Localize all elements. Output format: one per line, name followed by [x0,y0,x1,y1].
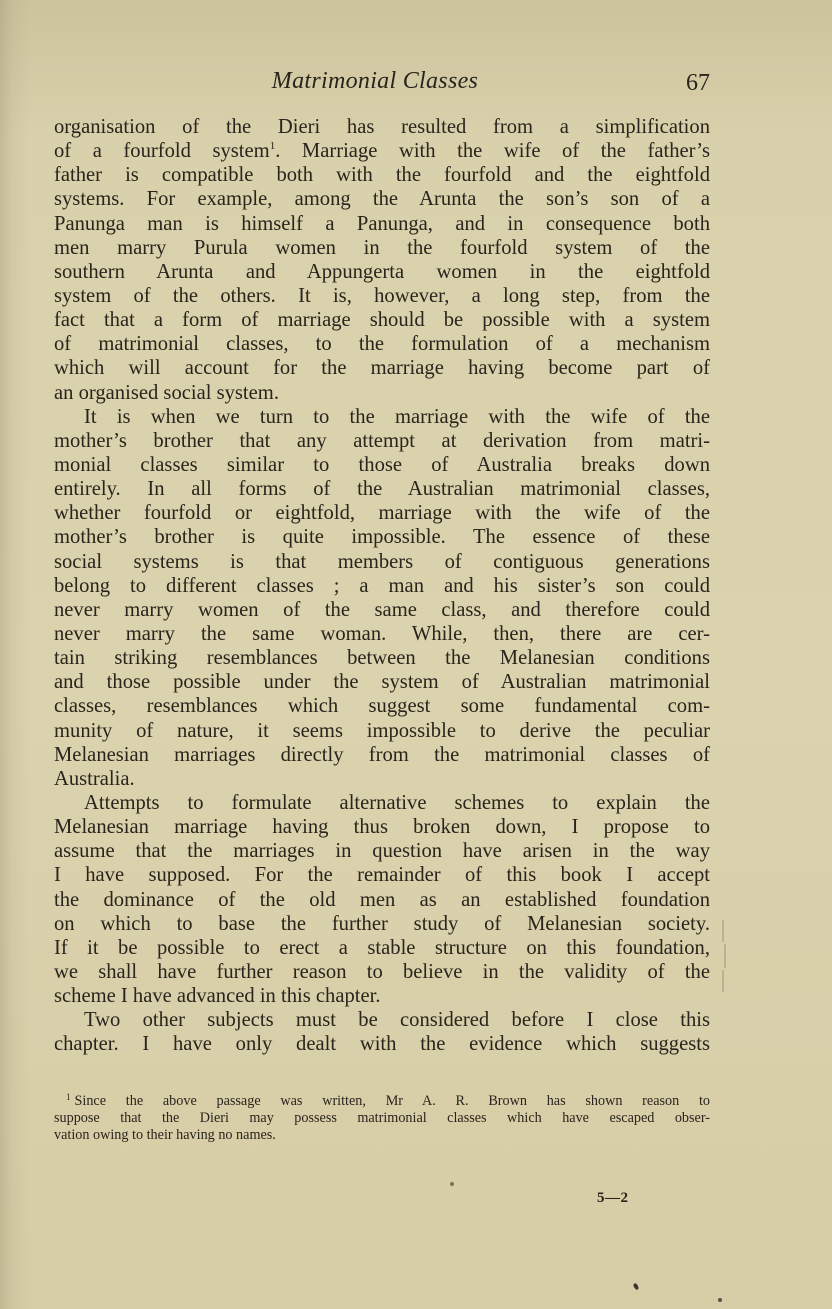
paragraph [54,405,710,791]
footnote-reference[interactable]: 1 [269,140,276,153]
text-line: on which to base the further study of Melanesian society. [54,912,710,935]
text-line: system of the others. It is, however, a long step, from the [54,284,710,307]
text-line: monial classes similar to those of Australia breaks down [54,453,710,476]
text-line: Australia. [54,767,135,790]
text-line: mother’s brother that any attempt at derivation from matri- [54,429,710,452]
text-line: men marry Purula women in the fourfold system of the [54,236,710,259]
text-line: scheme I have advanced in this chapter. [54,985,381,1008]
text-line: never marry the same woman. While, then, there are cer- [54,622,710,645]
footnote-line [54,1093,710,1110]
text-line: organisation of the Dieri has resulted from a simplification [54,116,710,138]
text-line: classes, resemblances which suggest some fundamental com- [54,695,710,718]
text-line: which will account for the marriage having become part of [54,357,710,380]
text-line: tain striking resemblances between the Melanesian conditions [54,647,710,670]
text-line: Attempts to formulate alternative schemes to explain the [84,791,710,814]
text-line: fact that a form of marriage should be possible with a system [54,309,710,332]
signature-mark: 5—2 [597,1190,629,1206]
text-line: Melanesian marriage having thus broken down, I propose to [54,816,710,839]
running-head [42,68,708,102]
text-line: father is compatible both with the fourfold and the eightfold [54,164,710,187]
text-span: of a fourfold system [54,140,270,163]
text-line: It is when we turn to the marriage with the wife of the [84,405,710,428]
text-line: Panunga man is himself a Panunga, and in consequence both [54,212,710,235]
text-line: I have supposed. For the remainder of this book I accept [54,864,710,887]
text-line: systems. For example, among the Arunta the son’s son of a [54,188,710,211]
margin-pencil-mark [722,970,724,992]
text-line: assume that the marriages in question have arisen in the way [54,840,710,863]
text-line: of matrimonial classes, to the formulation of a mechanism [54,333,710,356]
text-line: If it be possible to erect a stable structure on this foundation, [54,936,710,959]
text-line: chapter. I have only dealt with the evidence which suggests [54,1033,710,1056]
text-line: southern Arunta and Appungerta women in the eightfold [54,260,710,283]
text-line: Two other subjects must be considered before I close this [84,1009,710,1032]
paragraph [54,791,710,1008]
text-line: entirely. In all forms of the Australian matrimonial classes, [54,478,710,501]
text-line: munity of nature, it seems impossible to derive the peculiar [54,719,710,742]
text-line: we shall have further reason to believe in the validity of the [54,960,710,983]
text-line: whether fourfold or eightfold, marriage with the wife of the [54,502,710,525]
ink-speck [718,1298,722,1302]
page-number: 67 [686,70,710,96]
text-line: belong to different classes ; a man and his sister’s son could [54,574,710,597]
body-text [54,115,710,1056]
text-span: Since the above passage was written, Mr A. R. Brown has shown reason to [74,1093,710,1109]
running-title: Matrimonial Classes [271,68,479,94]
footnote-line: vation owing to their having no names. [54,1127,276,1143]
footnote-line: suppose that the Dieri may possess matrimonial classes which have escaped obser- [54,1110,710,1126]
ink-speck [450,1182,454,1186]
text-span: . Marriage with the wife of the father’s [275,140,710,163]
footnote [54,1093,710,1144]
text-line: social systems is that members of contiguous generations [54,550,710,573]
paragraph [54,115,710,405]
footnote-marker: 1 [66,1092,71,1102]
text-line: mother’s brother is quite impossible. The essence of these [54,526,710,549]
paragraph [54,1008,710,1056]
text-line [54,139,710,163]
margin-pencil-mark [724,944,726,968]
text-line: never marry women of the same class, and therefore could [54,598,710,621]
text-line: Melanesian marriages directly from the matrimonial classes of [54,743,710,766]
text-line: an organised social system. [54,381,279,404]
ink-speck [633,1282,640,1290]
margin-pencil-mark [722,920,724,942]
text-line: and those possible under the system of Australian matrimonial [54,671,710,694]
text-line: the dominance of the old men as an established foundation [54,888,710,911]
